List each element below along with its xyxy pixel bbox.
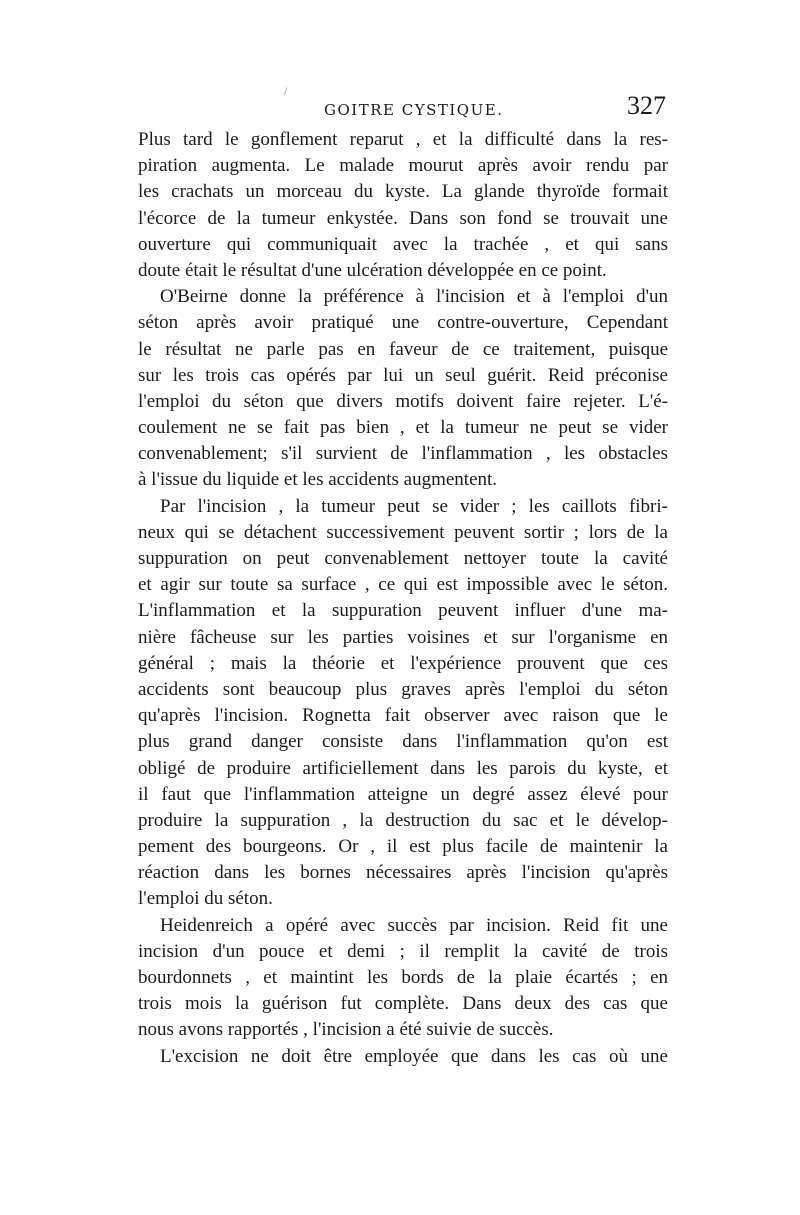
text-line: nous avons rapportés , l'incision a été suivie de succès. — [138, 1019, 554, 1041]
text-line: accidents sont beaucoup plus graves après l'emploi du séton — [138, 678, 668, 700]
text-line: général ; mais la théorie et l'expérience prouvent que ces — [138, 652, 668, 674]
text-line: obligé de produire artificiellement dans les parois du kyste, et — [138, 757, 668, 779]
text-line: suppuration on peut convenablement nettoyer toute la cavité — [138, 548, 668, 569]
text-line: piration augmenta. Le malade mourut après avoir rendu par — [138, 155, 668, 177]
text-line: Heidenreich a opéré avec succès par incision. Reid fit une — [160, 914, 668, 936]
text-line: pement des bourgeons. Or , il est plus facile de maintenir la — [138, 836, 668, 858]
text-line: coulement ne se fait pas bien , et la tumeur ne peut se vider — [138, 417, 668, 439]
text-line: nière fâcheuse sur les parties voisines et sur l'organisme en — [138, 626, 668, 648]
text-line: à l'issue du liquide et les accidents augmentent. — [138, 469, 498, 491]
text-line: ouverture qui communiquait avec la trachée , et qui sans — [138, 233, 668, 255]
body-text — [138, 127, 668, 1070]
text-line: doute était le résultat d'une ulcération développée en ce point. — [138, 259, 607, 281]
text-line: Par l'incision , la tumeur peut se vider ; les caillots fibri- — [160, 495, 668, 517]
text-line: il faut que l'inflammation atteigne un degré assez élevé pour — [138, 783, 668, 805]
text-line: séton après avoir pratiqué une contre-ouverture, Cependant — [138, 312, 668, 334]
text-line: trois mois la guérison fut complète. Dans deux des cas que — [138, 993, 668, 1015]
text-line: bourdonnets , et maintint les bords de la plaie écartés ; en — [138, 967, 668, 988]
text-line: l'emploi du séton que divers motifs doivent faire rejeter. L'é- — [138, 390, 668, 412]
text-line: réaction dans les bornes nécessaires après l'incision qu'après — [138, 862, 668, 884]
text-line: L'excision ne doit être employée que dans les cas où une — [160, 1045, 668, 1067]
text-line: L'inflammation et la suppuration peuvent influer d'une ma- — [138, 600, 668, 622]
text-line: Plus tard le gonflement reparut , et la difficulté dans la res- — [138, 129, 668, 150]
text-line: produire la suppuration , la destruction du sac et le dévelop- — [138, 809, 668, 831]
text-line: l'emploi du séton. — [138, 888, 273, 910]
text-line: et agir sur toute sa surface , ce qui est impossible avec le séton. — [138, 574, 668, 596]
text-line: le résultat ne parle pas en faveur de ce traitement, puisque — [138, 338, 668, 360]
stray-mark: / — [284, 84, 288, 98]
text-line: les crachats un morceau du kyste. La glande thyroïde formait — [138, 181, 668, 203]
text-line: incision d'un pouce et demi ; il remplit la cavité de trois — [138, 940, 668, 962]
text-line: sur les trois cas opérés par lui un seul guérit. Reid préconise — [138, 364, 668, 386]
text-line: plus grand danger consiste dans l'inflammation qu'on est — [138, 731, 668, 753]
text-line: l'écorce de la tumeur enkystée. Dans son fond se trouvait une — [138, 207, 668, 229]
page-header — [138, 88, 668, 128]
page-number: 327 — [627, 91, 666, 120]
running-title: GOITRE CYSTIQUE. — [324, 101, 504, 119]
text-line: O'Beirne donne la préférence à l'incision et à l'emploi d'un — [160, 286, 668, 308]
text-line: qu'après l'incision. Rognetta fait observer avec raison que le — [138, 705, 668, 727]
text-line: neux qui se détachent successivement peuvent sortir ; lors de la — [138, 521, 668, 543]
text-line: convenablement; s'il survient de l'inflammation , les obstacles — [138, 443, 668, 465]
